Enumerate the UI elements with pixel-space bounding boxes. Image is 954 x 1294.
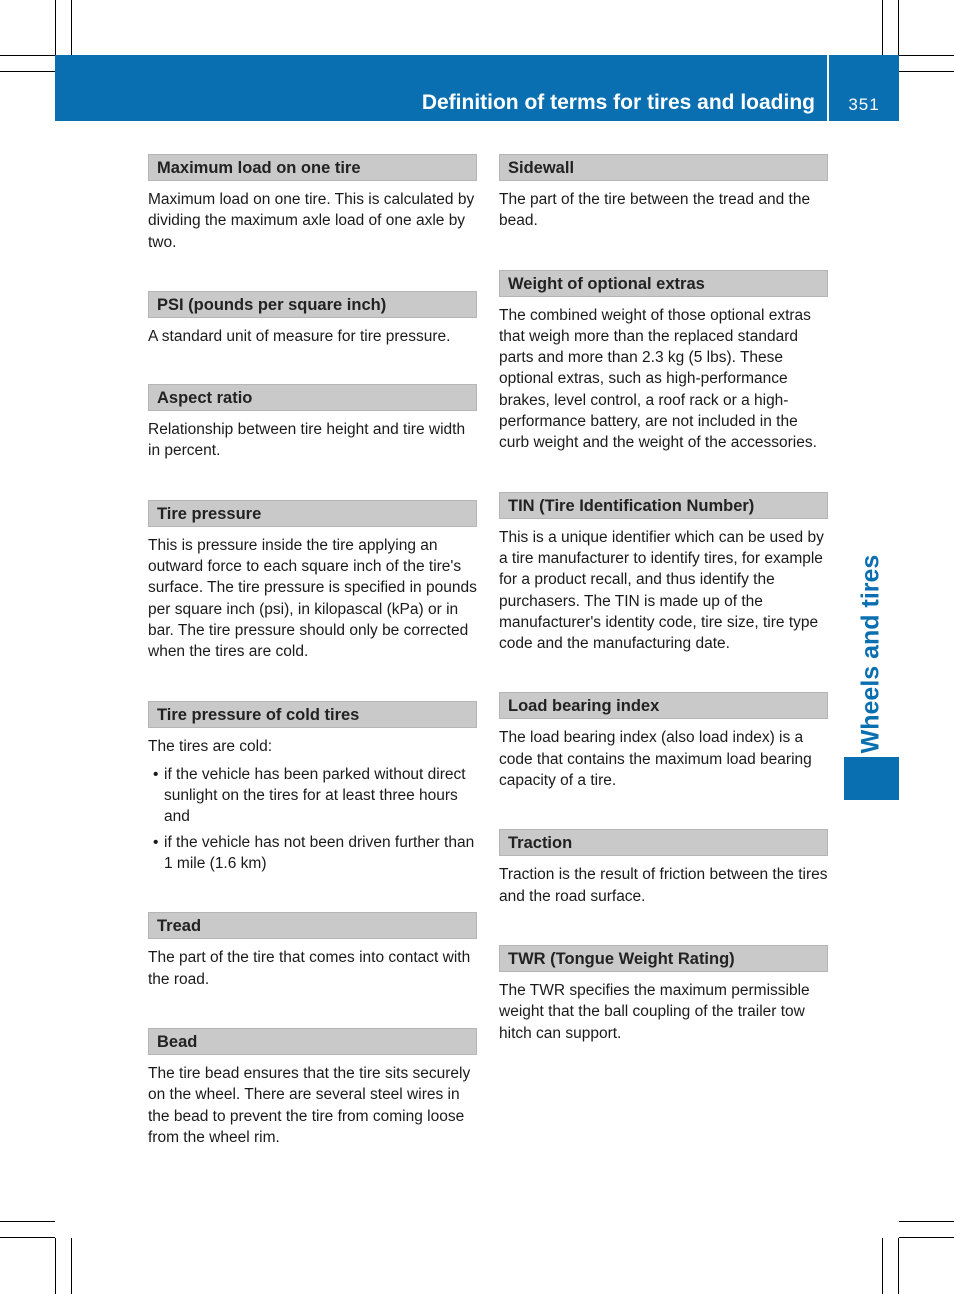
section-text: The load bearing index (also load index) is a code that contains the maximum load bearing capacity of a tire. <box>499 729 812 790</box>
section-heading: Bead <box>148 1028 477 1055</box>
section-text: This is pressure inside the tire applying an outward force to each square inch of the tire's surface. The tire pressure is specified in pounds per square inch (psi), in kilopascal (kPa) or in bar. The tire pressure should only be corrected when the tires are cold. <box>148 536 477 661</box>
bullet-item: • if the vehicle has been parked without direct sunlight on the tires for at least three hours and <box>148 764 477 828</box>
crop-mark <box>899 1221 954 1222</box>
term-section <box>499 154 828 232</box>
section-text: The tires are cold: <box>148 737 273 755</box>
crop-mark <box>55 0 56 55</box>
section-text: Relationship between tire height and tire width in percent. <box>148 421 466 460</box>
page-number: 351 <box>848 95 880 114</box>
term-section <box>148 912 477 990</box>
term-section <box>148 701 477 875</box>
crop-mark <box>0 1237 55 1238</box>
section-heading: Traction <box>499 829 828 856</box>
section-heading: PSI (pounds per square inch) <box>148 291 477 318</box>
section-heading: Load bearing index <box>499 692 828 719</box>
section-heading: Weight of optional extras <box>499 270 828 297</box>
chapter-tab-label: Wheels and tires <box>856 554 885 754</box>
section-text: The part of the tire that comes into contact with the road. <box>148 949 471 988</box>
term-section <box>148 1028 477 1148</box>
section-text: The tire bead ensures that the tire sits securely on the wheel. There are several steel wires in the bead to prevent the tire from coming loose from the wheel rim. <box>148 1064 471 1146</box>
right-column <box>499 154 828 1082</box>
term-section <box>499 270 828 454</box>
section-heading: Sidewall <box>499 154 828 181</box>
crop-mark <box>0 1221 55 1222</box>
term-section <box>499 492 828 655</box>
crop-mark <box>55 1238 56 1294</box>
bullet-item: • if the vehicle has not been driven further than 1 mile (1.6 km) <box>148 832 477 875</box>
section-heading: Tread <box>148 912 477 939</box>
crop-mark <box>882 0 883 55</box>
crop-mark <box>899 55 954 56</box>
section-text: This is a unique identifier which can be used by a tire manufacturer to identify tires, for example for a product recall, and thus identify the purchasers. The TIN is made up of the manufacturer's identity code, tire size, tire type code and the manufacturing date. <box>499 528 824 653</box>
bullet-list <box>148 764 477 874</box>
section-heading: Tire pressure of cold tires <box>148 701 477 728</box>
term-section <box>499 692 828 791</box>
page-title: Definition of terms for tires and loading <box>421 91 815 114</box>
chapter-tab-marker <box>844 757 899 800</box>
crop-mark <box>0 71 55 72</box>
term-section <box>499 945 828 1044</box>
crop-mark <box>898 1238 899 1294</box>
crop-mark <box>71 1238 72 1294</box>
crop-mark <box>882 1238 883 1294</box>
term-section <box>148 500 477 663</box>
section-text: Maximum load on one tire. This is calculated by dividing the maximum axle load of one axle by two. <box>148 191 475 251</box>
section-heading: Maximum load on one tire <box>148 154 477 181</box>
term-section <box>148 291 477 347</box>
section-text: A standard unit of measure for tire pressure. <box>148 327 451 345</box>
crop-mark <box>898 0 899 55</box>
term-section <box>148 154 477 253</box>
section-heading: Tire pressure <box>148 500 477 527</box>
section-text: Traction is the result of friction between the tires and the road surface. <box>499 866 828 905</box>
crop-mark <box>0 55 55 56</box>
crop-mark <box>71 0 72 55</box>
term-section <box>148 384 477 462</box>
section-heading: TWR (Tongue Weight Rating) <box>499 945 828 972</box>
crop-mark <box>899 71 954 72</box>
section-text: The TWR specifies the maximum permissible weight that the ball coupling of the trailer tow hitch can support. <box>499 981 810 1042</box>
section-heading: TIN (Tire Identification Number) <box>499 492 828 519</box>
section-text: The part of the tire between the tread and the bead. <box>499 191 811 230</box>
section-text: The combined weight of those optional extras that weigh more than the replaced standard parts and more than 2.3 kg (5 lbs). These optional extras, such as high-performance brakes, level control, a roof rack or a high-performance battery, are not included in the curb weight and the weight of the accessories. <box>499 306 817 452</box>
left-column <box>148 154 477 1186</box>
section-heading: Aspect ratio <box>148 384 477 411</box>
crop-mark <box>899 1237 954 1238</box>
term-section <box>499 829 828 907</box>
